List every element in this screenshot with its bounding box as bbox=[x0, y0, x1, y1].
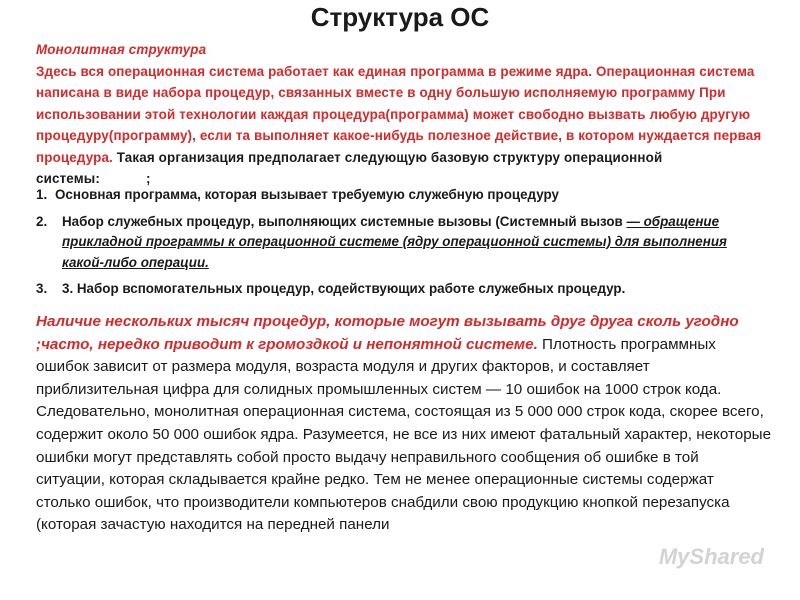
list-item bbox=[36, 212, 771, 274]
list-item bbox=[36, 185, 771, 206]
section-subtitle: Монолитная структура bbox=[36, 42, 207, 57]
intro-black-text: Такая организация предполагает следующую базовую структуру операционной системы: bbox=[36, 149, 663, 186]
structure-list bbox=[36, 185, 771, 300]
list-item-number: 2. bbox=[36, 213, 48, 229]
paragraph-red-lead: Наличие нескольких тысяч процедур, которые могут вызывать друг друга сколь угодно bbox=[36, 313, 739, 330]
list-item-text: Набор служебных процедур, выполняющих системные вызовы (Системный вызов bbox=[62, 213, 623, 229]
system-call-definition: — обращение прикладной программы к операционной системе (ядру операционной системы) для выполнения какой-либо операции. bbox=[62, 213, 727, 270]
paragraph-red-lead-end: часто, нередко приводит к громоздкой и непонятной системе. bbox=[41, 335, 538, 353]
intro-section bbox=[36, 39, 771, 190]
list-item-number: 3. bbox=[36, 281, 48, 296]
intro-red-text: Здесь вся операционная система работает как единая программа в режиме ядра. Операционная система написана в виде набора процедур, связанных вместе в одну большую исполняемую программу При использовании этой технологии каждая процедура(программа) может свободно вызвать любую другую процедуру(программу), если та выполняет какое-нибудь полезное действие, в котором нуждается первая процедура. bbox=[36, 63, 762, 165]
paragraph-mark: ; bbox=[36, 335, 42, 353]
watermark-logo: MyShared bbox=[658, 544, 764, 569]
paragraph-text: Плотность программных ошибок зависит от размера модуля, возраста модуля и других факторов, и составляет приблизительная цифра для солидных промышленных систем — 10 ошибок на 1000 строк кода. Следовательно, монолитная операционная система, состоящая из 5 000 000 строк кода, скорее всего, содержит около 50 000 ошибок ядра. Разумеется, не все из них имеют фатальный характер, некоторые ошибки могут представлять собой просто выдачу неправильного сообщения об ошибке в той ситуации, которая складывается крайне редко. Тем не менее операционные системы содержат столько ошибок, что производители компьютеров снабдили свою продукцию кнопкой перезапуска (которая зачастую находится на передней панели bbox=[36, 335, 772, 534]
list-item-number: 1. bbox=[36, 187, 48, 202]
page-title: Структура ОС bbox=[310, 2, 490, 32]
body-paragraph bbox=[36, 311, 771, 537]
list-item-text: 3. Набор вспомогательных процедур, содействующих работе служебных процедур. bbox=[62, 281, 626, 296]
list-item-text: Основная программа, которая вызывает требуемую служебную процедуру bbox=[55, 187, 559, 202]
list-item bbox=[36, 279, 771, 300]
stray-mark: ; bbox=[145, 171, 151, 186]
